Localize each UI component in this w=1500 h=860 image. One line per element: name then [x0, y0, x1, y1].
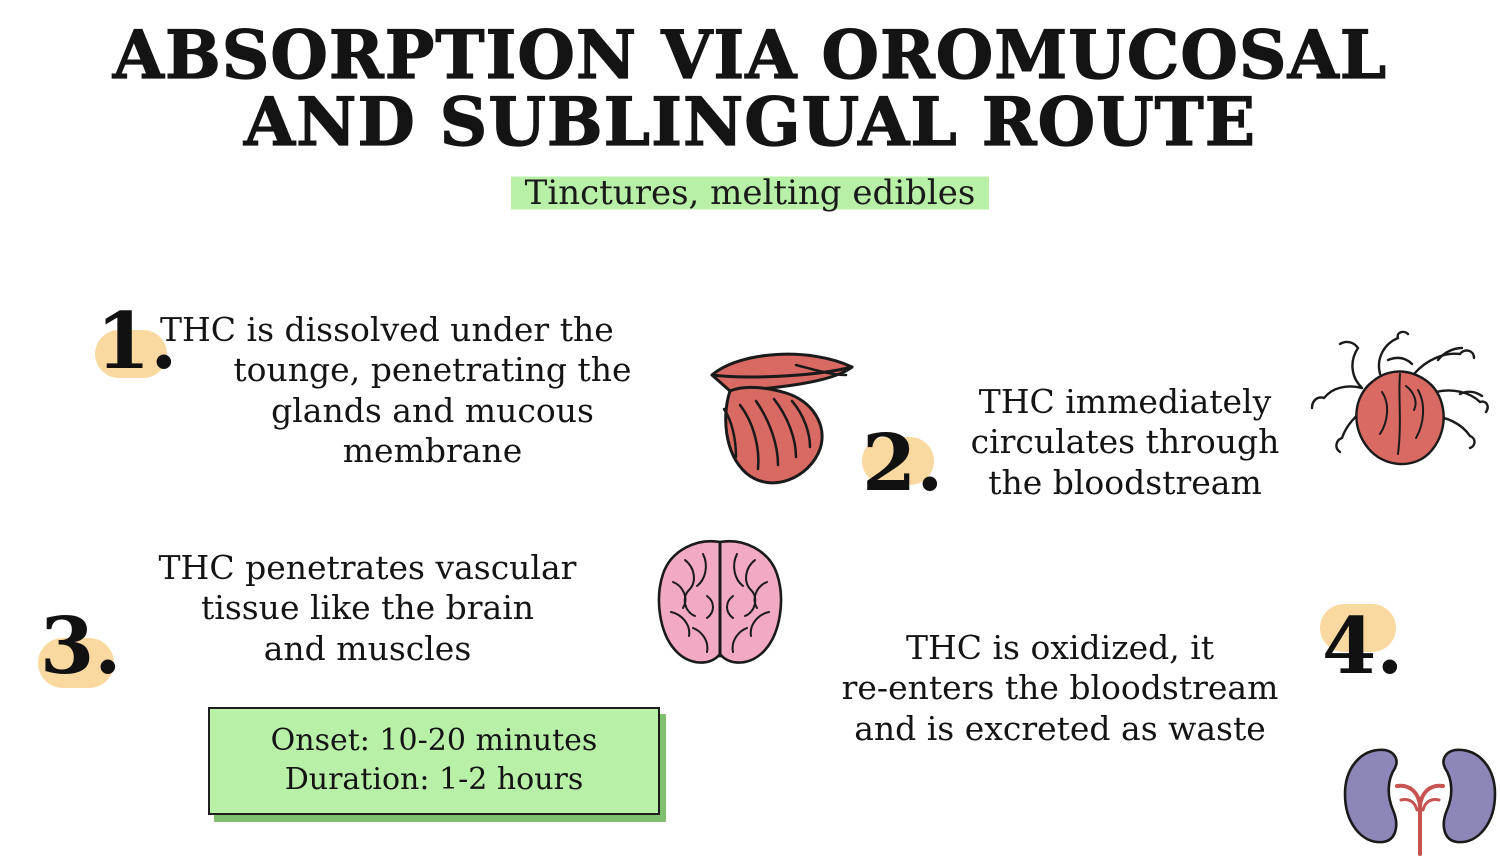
subtitle-highlighted: Tinctures, melting edibles: [511, 171, 990, 215]
step-2-text: [930, 382, 1320, 503]
step-3-line-3: and muscles: [263, 628, 472, 668]
step-4-text: [795, 628, 1325, 749]
onset-text: Onset: 10-20 minutes: [270, 723, 598, 758]
step-3-number: 3.: [40, 601, 122, 692]
step-4-line-2: re-enters the bloodstream: [841, 668, 1279, 708]
step-1-number: 1.: [96, 296, 178, 387]
tongue-mouth-icon: [700, 345, 870, 495]
step-4-line-1: THC is oxidized, it: [905, 628, 1215, 667]
duration-text: Duration: 1-2 hours: [284, 762, 584, 797]
page-title: [0, 0, 1500, 162]
heart-icon: [1310, 330, 1490, 480]
step-3-line-2: tissue like the brain: [201, 588, 534, 628]
step-1-line-4: membrane: [342, 430, 523, 470]
title-line-2: AND SUBLINGUAL ROUTE: [243, 83, 1257, 162]
step-1-line-1: THC is dissolved under the: [160, 310, 614, 349]
step-1-line-2: tounge, penetrating the: [233, 350, 632, 390]
step-3-line-1: THC penetrates vascular: [158, 548, 577, 587]
step-4-line-3: and is excreted as waste: [854, 708, 1266, 748]
step-3-text: [105, 548, 630, 669]
step-1-text: [160, 310, 705, 471]
title-line-1: ABSORPTION VIA OROMUCOSAL: [112, 16, 1388, 94]
step-2-line-3: the bloodstream: [988, 462, 1262, 502]
brain-icon: [645, 528, 795, 678]
kidneys-icon: [1335, 740, 1500, 860]
timing-info-box: [208, 707, 660, 815]
step-2-number: 2.: [862, 418, 944, 509]
subtitle-container: [0, 171, 1500, 215]
step-4-number: 4.: [1322, 601, 1404, 692]
step-2-line-2: circulates through: [970, 422, 1280, 462]
step-2-line-1: THC immediately: [978, 382, 1272, 421]
step-1-line-3: glands and mucous: [271, 390, 594, 430]
